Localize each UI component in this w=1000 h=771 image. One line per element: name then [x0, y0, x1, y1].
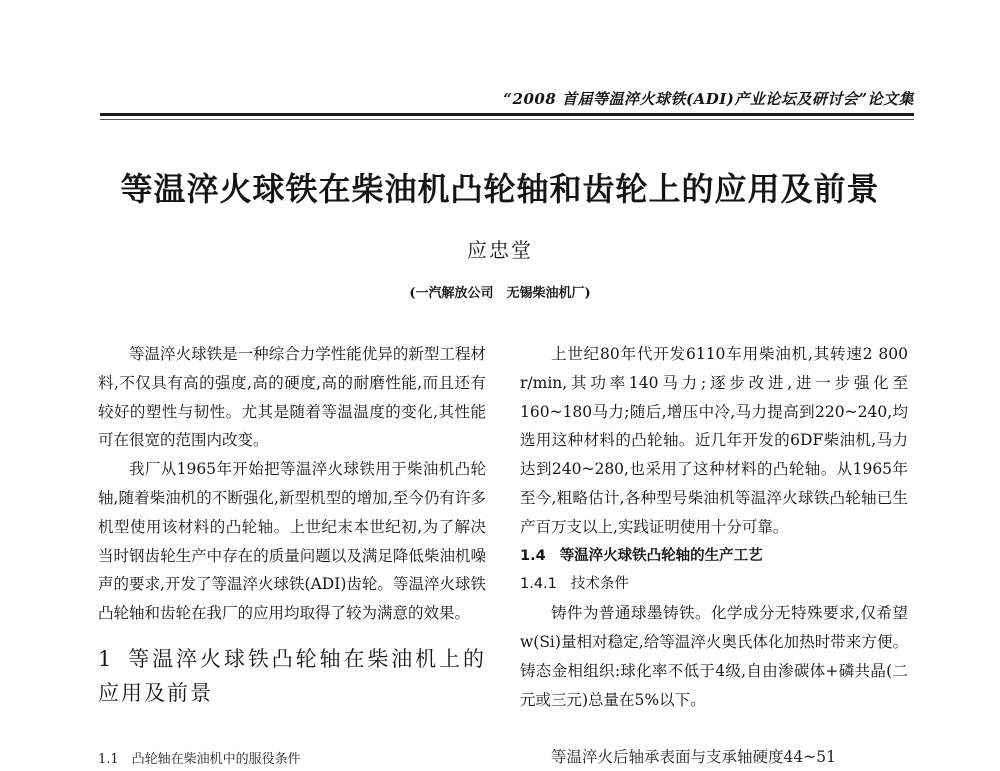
cut-off-heading: 1.1 凸轮轴在柴油机中的服役条件 [98, 752, 301, 767]
section-number: 1 [98, 646, 114, 671]
header-rule-thick [100, 113, 914, 116]
subsection-number: 1.4 [520, 547, 546, 564]
paragraph: 我厂从1965年开始把等温淬火球铁用于柴油机凸轮轴,随着柴油机的不断强化,新型机型的增加,至今仍有许多机型使用该材料的凸轮轴。上世纪末本世纪初,为了解决当时钢齿轮生产中存在的质量问题以及满足降低柴油机噪声的要求,开发了等温淬火球铁(ADI)齿轮。等温淬火球铁凸轮轴和齿轮在我厂的应用均取得了较为满意的效果。 [98, 460, 486, 623]
header-rule-thin [100, 119, 914, 120]
subsubsection-number: 1.4.1 [520, 576, 557, 593]
section-title: 等温淬火球铁凸轮轴在柴油机上的应用及前景 [98, 646, 486, 705]
subsection-title: 等温淬火球铁凸轮轴的生产工艺 [559, 547, 763, 564]
article-affiliation: (一汽解放公司 无锡柴油机厂) [409, 286, 591, 301]
cut-off-line: 等温淬火后轴承表面与支承轴硬度44~51 [551, 748, 836, 766]
journal-header: “2008 首届等温淬火球铁(ADI)产业论坛及研讨会”论文集 [503, 90, 914, 108]
subsubsection-title: 技术条件 [570, 576, 629, 593]
paragraph: 等温淬火球铁是一种综合力学性能优异的新型工程材料,不仅具有高的强度,高的硬度,高的耐磨性能,而且还有较好的塑性与韧性。尤其是随着等温温度的变化,其性能可在很宽的范围内改变。 [98, 345, 486, 450]
right-column [520, 340, 908, 714]
article-author: 应忠堂 [467, 238, 533, 262]
subsection-heading [520, 542, 908, 571]
section-heading-1 [98, 642, 486, 710]
subsubsection-heading [520, 570, 908, 599]
paragraph: 铸件为普通球墨铸铁。化学成分无特殊要求,仅希望w(Si)量相对稳定,给等温淬火奥氏体化加热时带来方便。铸态金相组织:球化率不低于4级,自由渗碳体+磷共晶(二元或三元)总量在5%以下。 [520, 604, 908, 709]
article-title: 等温淬火球铁在柴油机凸轮轴和齿轮上的应用及前景 [120, 170, 880, 208]
left-column [98, 340, 486, 710]
paragraph: 上世纪80年代开发6110车用柴油机,其转速2 800 r/min,其功率140马力;逐步改进,进一步强化至160~180马力;随后,增压中冷,马力提高到220~240,均选用这种材料的凸轮轴。近几年开发的6DF柴油机,马力达到240~280,也采用了这种材料的凸轮轴。从1965年至今,粗略估计,各种型号柴油机等温淬火球铁凸轮轴已生产百万支以上,实践证明使用十分可靠。 [520, 345, 908, 536]
